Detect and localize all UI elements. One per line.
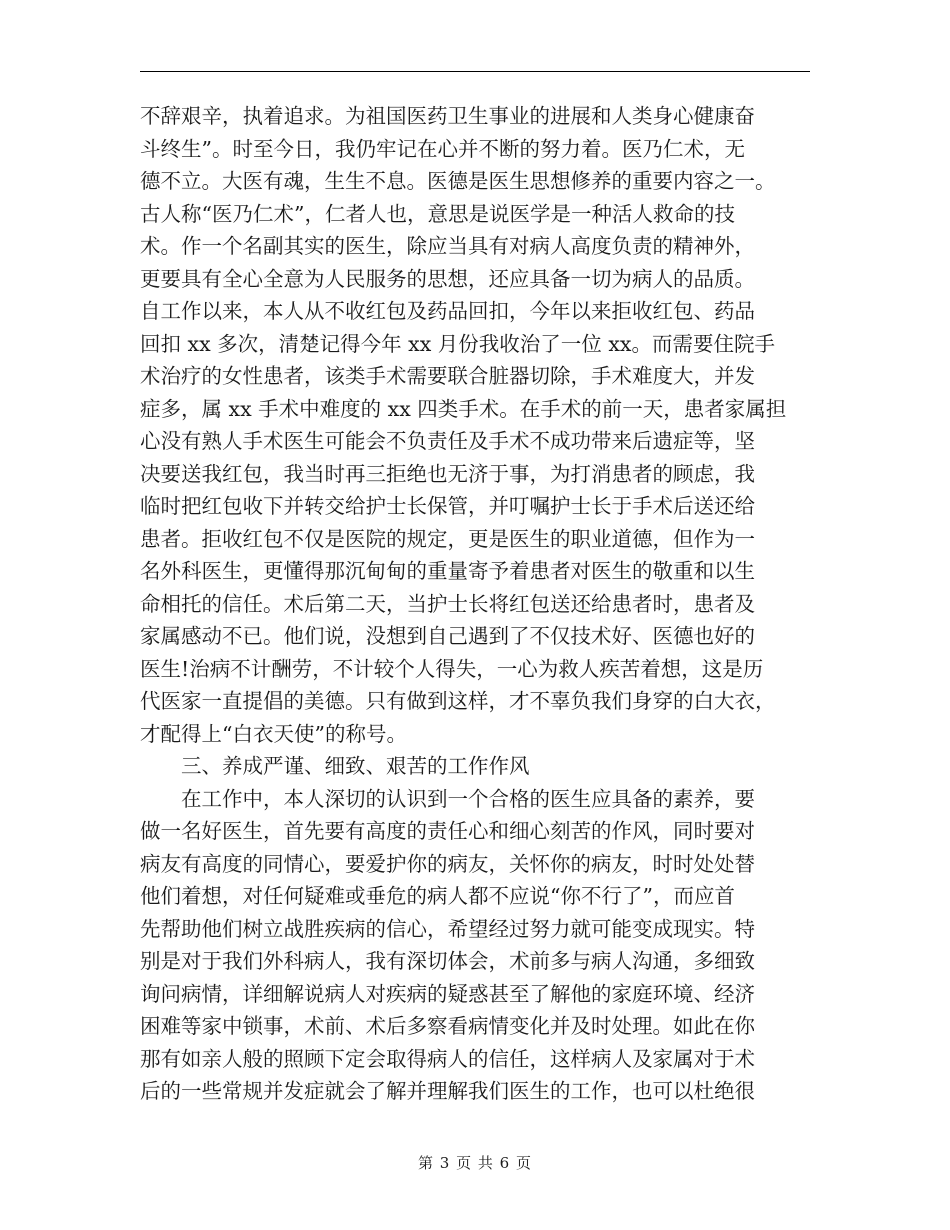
text-line: 别是对于我们外科病人，我有深切体会，术前多与病人沟通，多细致 bbox=[140, 949, 755, 973]
text-line: 家属感动不已。他们说，没想到自己遇到了不仅技术好、医德也好的 bbox=[140, 624, 755, 648]
text-line: 决要送我红包，我当时再三拒绝也无济于事，为打消患者的顾虑，我 bbox=[140, 461, 755, 486]
header-rule bbox=[140, 71, 810, 72]
text-line: 更要具有全心全意为人民服务的思想，还应具备一切为病人的品质。 bbox=[140, 266, 755, 291]
text-line: 医生!治病不计酬劳，不计较个人得失，一心为救人疾苦着想，这是历 bbox=[140, 656, 764, 681]
text-line: 后的一些常规并发症就会了解并理解我们医生的工作，也可以杜绝很 bbox=[140, 1079, 755, 1103]
text-line: 临时把红包收下并转交给护士长保管，并叮嘱护士长于手术后送还给 bbox=[140, 494, 755, 518]
text-line: 心没有熟人手术医生可能会不负责任及手术不成功带来后遗症等，坚 bbox=[140, 429, 755, 453]
text-line: 术。作一个名副其实的医生，除应当具有对病人高度负责的精神外， bbox=[140, 234, 755, 258]
text-line: 代医家一直提倡的美德。只有做到这样，才不辜负我们身穿的白大衣， bbox=[140, 689, 776, 713]
text-line: 在工作中，本人深切的认识到一个合格的医生应具备的素养，要 bbox=[181, 786, 755, 811]
text-line: 回扣 xx 多次，清楚记得今年 xx 月份我收治了一位 xx。而需要住院手 bbox=[140, 331, 775, 356]
text-line: 困难等家中锁事，术前、术后多察看病情变化并及时处理。如此在你 bbox=[140, 1014, 755, 1038]
text-line: 德不立。大医有魂，生生不息。医德是医生思想修养的重要内容之一。 bbox=[140, 169, 776, 193]
text-line: 才配得上“白衣天使”的称号。 bbox=[140, 721, 407, 746]
section-heading: 三、养成严谨、细致、艰苦的工作作风 bbox=[181, 754, 530, 778]
text-line: 命相托的信任。术后第二天，当护士长将红包送还给患者时，患者及 bbox=[140, 591, 755, 616]
text-line: 先帮助他们树立战胜疾病的信心，希望经过努力就可能变成现实。特 bbox=[140, 916, 755, 941]
text-line: 做一名好医生，首先要有高度的责任心和细心刻苦的作风，同时要对 bbox=[140, 819, 755, 843]
text-line: 术治疗的女性患者，该类手术需要联合脏器切除，手术难度大，并发 bbox=[140, 364, 755, 388]
text-line: 古人称“医乃仁术”，仁者人也，意思是说医学是一种活人救命的技 bbox=[140, 201, 735, 226]
body-text bbox=[140, 100, 820, 1108]
text-line: 不辞艰辛，执着追求。为祖国医药卫生事业的进展和人类身心健康奋 bbox=[140, 104, 755, 128]
page-footer: 第 3 页 共 6 页 bbox=[418, 1154, 532, 1172]
text-line: 询问病情，详细解说病人对疾病的疑惑甚至了解他的家庭环境、经济 bbox=[140, 981, 755, 1006]
text-line: 病友有高度的同情心，要爱护你的病友，关怀你的病友，时时处处替 bbox=[140, 851, 755, 876]
text-line: 斗终生”。时至今日，我仍牢记在心并不断的努力着。医乃仁术，无 bbox=[140, 136, 745, 161]
text-line: 那有如亲人般的照顾下定会取得病人的信任，这样病人及家属对于术 bbox=[140, 1046, 755, 1071]
text-line: 自工作以来，本人从不收红包及药品回扣，今年以来拒收红包、药品 bbox=[140, 299, 755, 323]
text-line: 名外科医生，更懂得那沉甸甸的重量寄予着患者对医生的敬重和以生 bbox=[140, 559, 755, 583]
text-line: 他们着想，对任何疑难或垂危的病人都不应说“你不行了”，而应首 bbox=[140, 884, 735, 908]
text-line: 患者。拒收红包不仅是医院的规定，更是医生的职业道德，但作为一 bbox=[140, 526, 755, 551]
text-line: 症多，属 xx 手术中难度的 xx 四类手术。在手术的前一天，患者家属担 bbox=[140, 396, 787, 421]
